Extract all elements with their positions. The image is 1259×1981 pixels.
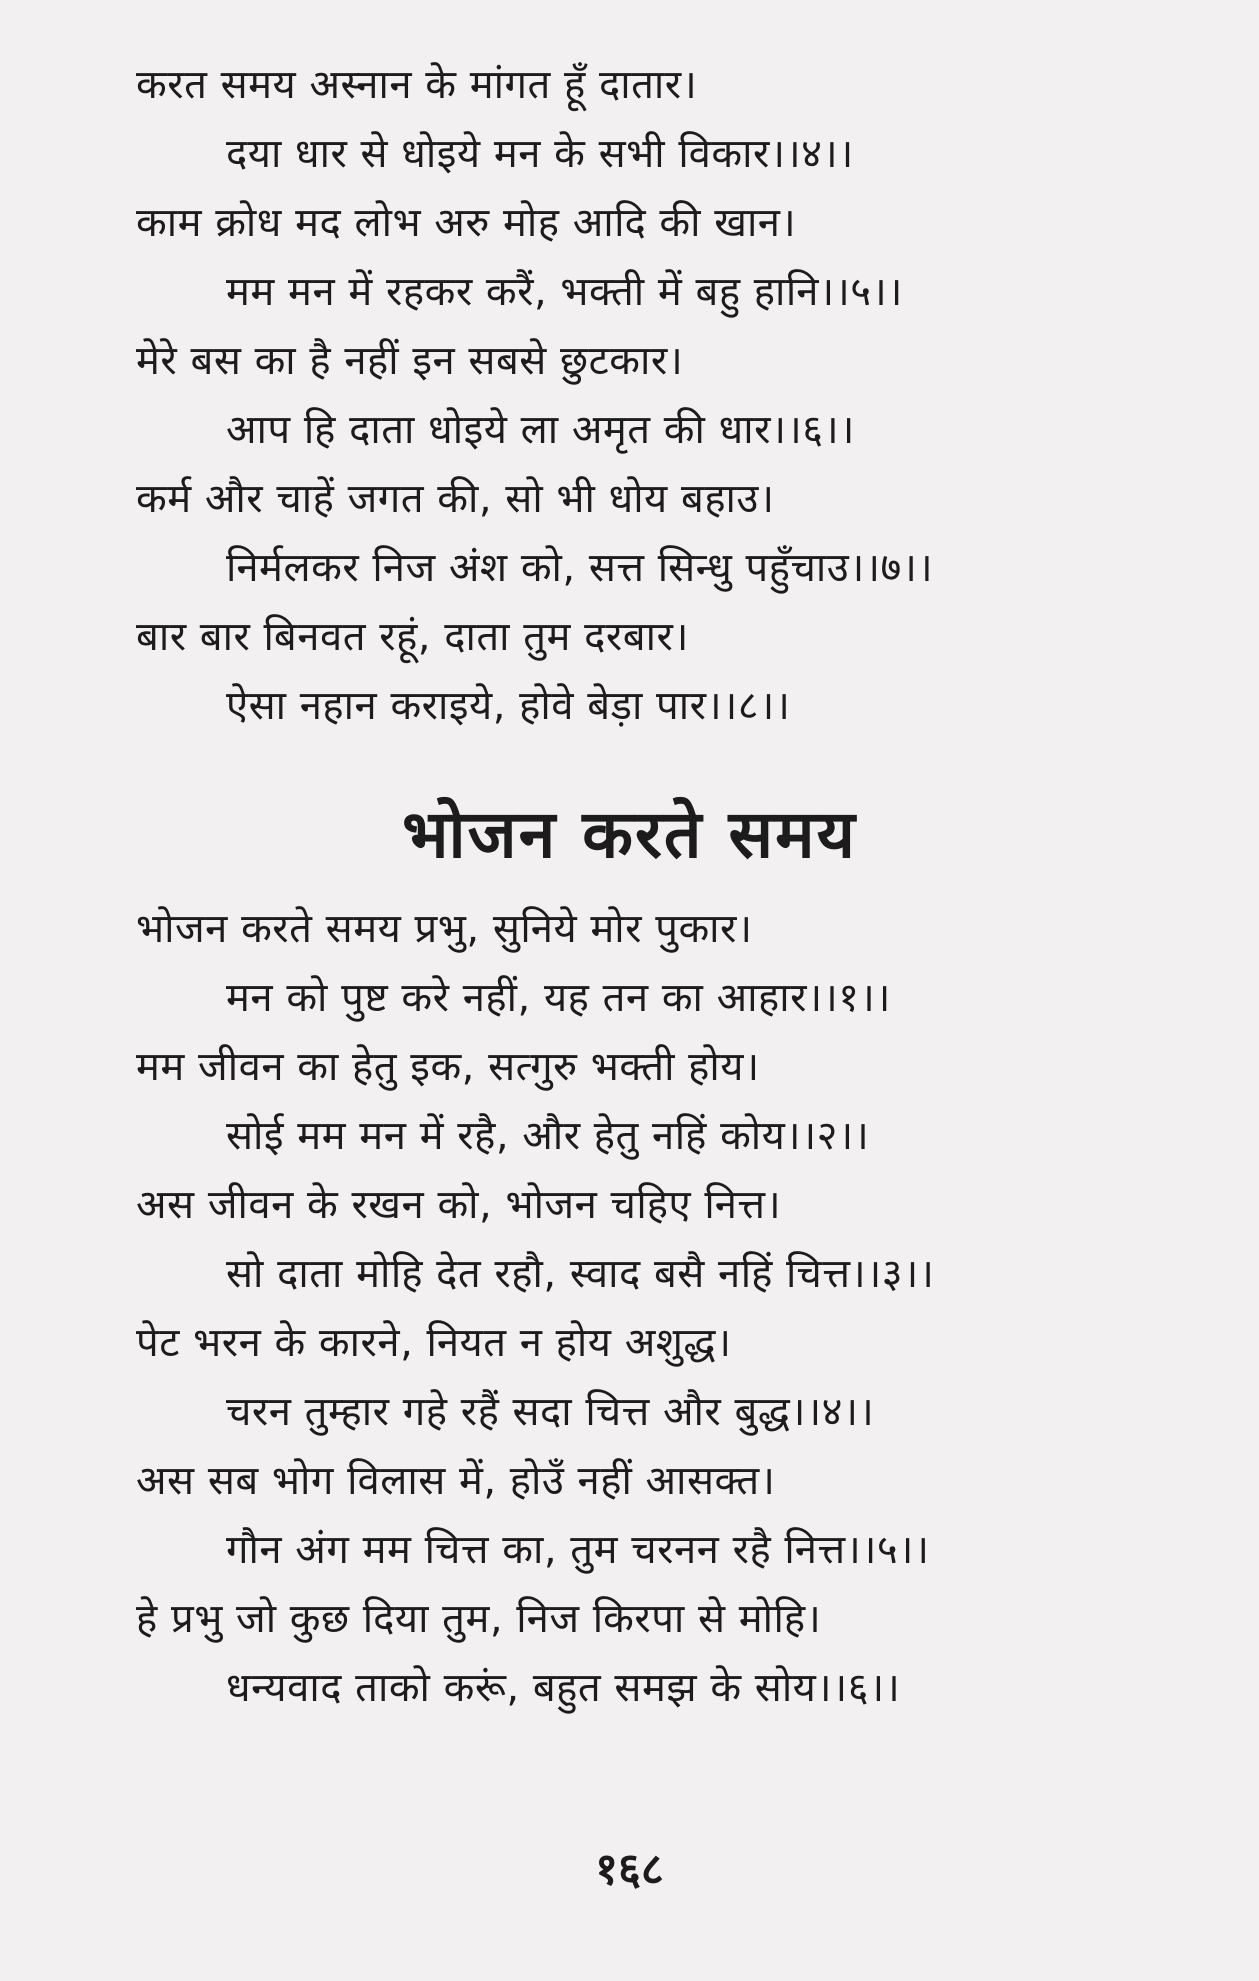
verse-line: धन्यवाद ताको करूं, बहुत समझ के सोय।।६।।	[226, 1665, 901, 1711]
verse-line: मन को पुष्ट करे नहीं, यह तन का आहार।।१।।	[226, 975, 891, 1021]
section-heading: भोजन करते समय	[402, 796, 857, 873]
page-number: १६८	[595, 1844, 664, 1895]
verse-line: दया धार से धोइये मन के सभी विकार।।४।।	[226, 131, 854, 177]
verse-line: सोई मम मन में रहै, और हेतु नहिं कोय।।२।।	[226, 1113, 870, 1159]
verse-line: चरन तुम्हार गहे रहैं सदा चित्त और बुद्ध।।४।।	[226, 1389, 875, 1435]
verse-line: सो दाता मोहि देत रहौ, स्वाद बसै नहिं चित्त।।३।।	[226, 1251, 935, 1297]
verse-line: मम मन में रहकर करैं, भक्ती में बहु हानि।।५।।	[226, 269, 903, 315]
verse-line: मम जीवन का हेतु इक, सत्गुरु भक्ती होय।	[136, 1044, 760, 1090]
verse-line: मेरे बस का है नहीं इन सबसे छुटकार।	[136, 338, 684, 384]
verse-line: पेट भरन के कारने, नियत न होय अशुद्ध।	[136, 1320, 732, 1366]
verse-line: बार बार बिनवत रहूं, दाता तुम दरबार।	[136, 614, 689, 660]
verse-line: गौन अंग मम चित्त का, तुम चरनन रहै नित्त।।५।।	[226, 1527, 930, 1573]
verse-line: अस जीवन के रखन को, भोजन चहिए नित्त।	[136, 1182, 782, 1228]
verse-line: अस सब भोग विलास में, होउँ नहीं आसक्त।	[136, 1458, 776, 1504]
verse-line: काम क्रोध मद लोभ अरु मोह आदि की खान।	[136, 200, 797, 246]
verse-line: हे प्रभु जो कुछ दिया तुम, निज किरपा से मोहि।	[136, 1596, 822, 1642]
verse-line: कर्म और चाहें जगत की, सो भी धोय बहाउ।	[136, 476, 775, 522]
verse-line: ऐसा नहान कराइये, होवे बेड़ा पार।।८।।	[226, 683, 791, 729]
verse-line: भोजन करते समय प्रभु, सुनिये मोर पुकार।	[136, 906, 753, 952]
verse-line: निर्मलकर निज अंश को, सत्त सिन्धु पहुँचाउ।।७।।	[226, 545, 934, 591]
verse-line: आप हि दाता धोइये ला अमृत की धार।।६।।	[226, 407, 855, 453]
verse-line: करत समय अस्नान के मांगत हूँ दातार।	[136, 62, 698, 108]
